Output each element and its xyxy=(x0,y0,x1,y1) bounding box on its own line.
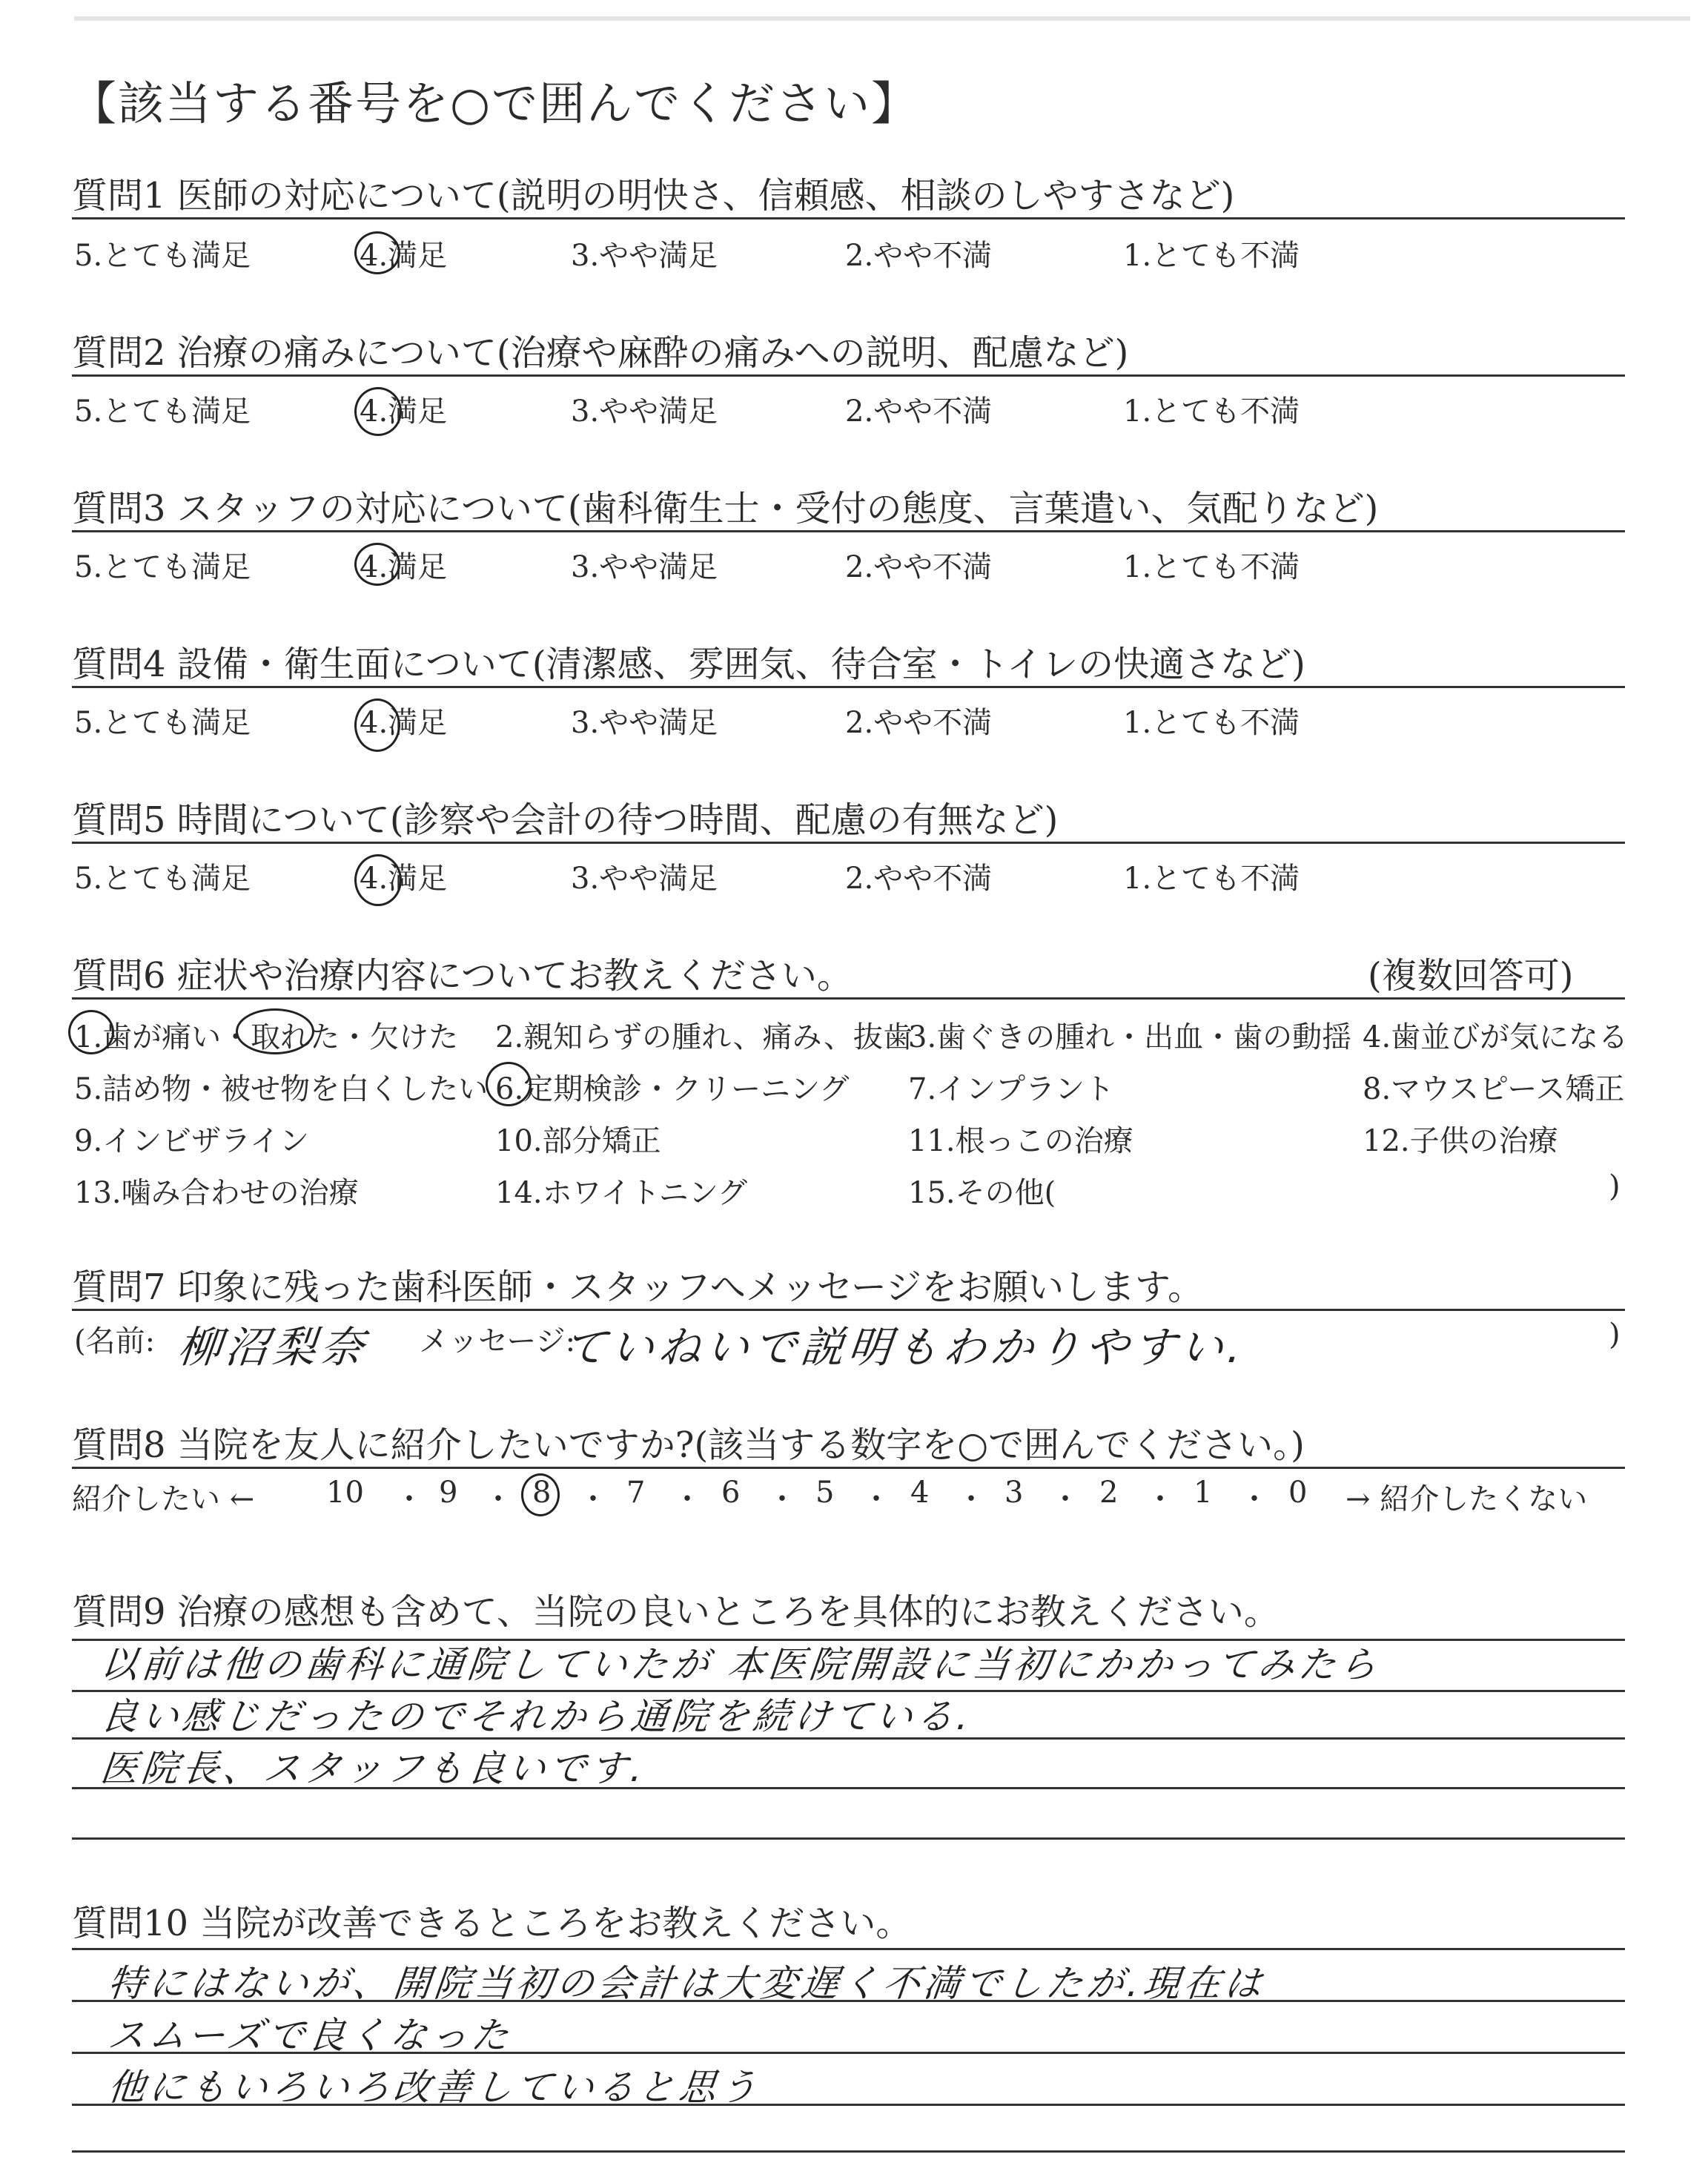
question-5-rule xyxy=(72,842,1625,844)
q10-write-line-5 xyxy=(72,2150,1625,2153)
q8-dot: ・ xyxy=(672,1482,702,1516)
q8-scale-9[interactable]: 9 xyxy=(439,1476,458,1510)
q6-item-6-circle xyxy=(486,1062,532,1106)
question-1-title: 質問1 医師の対応について(説明の明快さ、信頼感、相談のしやすさなど) xyxy=(72,175,1235,217)
q8-scale-5[interactable]: 5 xyxy=(815,1476,835,1510)
question-6-title: 質問6 症状や治療内容についてお教えください。 xyxy=(72,955,853,997)
q9-answer-line-1[interactable]: 以前は他の歯科に通院していたが 本医院開設に当初にかかってみたら xyxy=(98,1643,1383,1686)
q8-dot: ・ xyxy=(578,1482,608,1516)
q6-item-3[interactable]: 3.歯ぐきの腫れ・出血・歯の動揺 xyxy=(908,1020,1352,1054)
question-4-rule xyxy=(72,686,1625,688)
q7-close-paren: ) xyxy=(1609,1318,1621,1352)
q4-option-1[interactable]: 1.とても不満 xyxy=(1123,706,1300,740)
q10-answer-line-1[interactable]: 特にはないが、開院当初の会計は大変遅く不満でしたが.現在は xyxy=(105,1962,1268,2005)
q6-item-13[interactable]: 13.噛み合わせの治療 xyxy=(74,1176,359,1210)
q3-option-4[interactable]: 4.満足 xyxy=(360,550,448,584)
q2-option-1[interactable]: 1.とても不満 xyxy=(1123,394,1300,429)
q8-scale-7[interactable]: 7 xyxy=(626,1476,646,1510)
q7-name-label: (名前: xyxy=(74,1324,156,1358)
question-5-title: 質問5 時間について(診察や会計の待つ時間、配慮の有無など) xyxy=(72,799,1059,841)
q5-option-5[interactable]: 5.とても満足 xyxy=(74,862,251,896)
question-3-title: 質問3 スタッフの対応について(歯科衛生士・受付の態度、言葉遣い、気配りなど) xyxy=(72,488,1379,529)
q8-scale-2[interactable]: 2 xyxy=(1099,1476,1119,1510)
question-8-rule xyxy=(72,1467,1625,1469)
q8-scale-10[interactable]: 10 xyxy=(326,1476,364,1510)
question-3-rule xyxy=(72,530,1625,532)
q7-name-value[interactable]: 柳沼梨奈 xyxy=(175,1322,371,1373)
q6-item-11[interactable]: 11.根っこの治療 xyxy=(908,1124,1133,1158)
q1-option-1[interactable]: 1.とても不満 xyxy=(1123,239,1300,273)
q6-item-14[interactable]: 14.ホワイトニング xyxy=(495,1176,748,1210)
question-2-rule xyxy=(72,374,1625,377)
q3-option-5[interactable]: 5.とても満足 xyxy=(74,550,251,584)
q6-item-10[interactable]: 10.部分矯正 xyxy=(495,1124,661,1158)
q7-message-label: メッセージ: xyxy=(419,1324,576,1358)
q2-option-3[interactable]: 3.やや満足 xyxy=(571,394,718,429)
q8-dot: ・ xyxy=(767,1482,797,1516)
question-9-title: 質問9 治療の感想も含めて、当院の良いところを具体的にお教えください。 xyxy=(72,1591,1280,1633)
q8-dot: ・ xyxy=(1145,1482,1175,1516)
q9-answer-line-2[interactable]: 良い感じだったのでそれから通院を続けている. xyxy=(98,1695,975,1738)
question-6-rule xyxy=(72,997,1625,1000)
q3-selected-circle xyxy=(354,543,400,586)
q6-item-5[interactable]: 5.詰め物・被せ物を白くしたい xyxy=(74,1072,489,1106)
q6-item-4[interactable]: 4.歯並びが気になる xyxy=(1363,1020,1629,1054)
q8-dot: ・ xyxy=(1239,1482,1269,1516)
question-6-note: (複数回答可) xyxy=(1368,955,1574,997)
q1-option-5[interactable]: 5.とても満足 xyxy=(74,239,251,273)
q3-option-1[interactable]: 1.とても不満 xyxy=(1123,550,1300,584)
q6-torereta-circle xyxy=(236,1008,314,1054)
q10-answer-line-3[interactable]: 他にもいろいろ改善していると思う xyxy=(105,2066,763,2109)
q6-item-9[interactable]: 9.インビザライン xyxy=(74,1124,309,1158)
q1-option-4[interactable]: 4.満足 xyxy=(360,239,448,273)
q8-scale-0[interactable]: 0 xyxy=(1288,1476,1308,1510)
q1-option-2[interactable]: 2.やや不満 xyxy=(845,239,993,273)
question-8-title: 質問8 当院を友人に紹介したいですか?(該当する数字を○で囲んでください。) xyxy=(72,1424,1305,1466)
q10-answer-line-2[interactable]: スムーズで良くなった xyxy=(105,2014,514,2057)
q4-option-3[interactable]: 3.やや満足 xyxy=(571,706,718,740)
q3-option-3[interactable]: 3.やや満足 xyxy=(571,550,718,584)
q10-write-line-1 xyxy=(72,1948,1625,1950)
question-7-title: 質問7 印象に残った歯科医師・スタッフへメッセージをお願いします。 xyxy=(72,1266,1204,1308)
q6-item-6[interactable]: 6.定期検診・クリーニング xyxy=(495,1072,850,1106)
q6-item-7[interactable]: 7.インプラント xyxy=(908,1072,1115,1106)
q8-scale-6[interactable]: 6 xyxy=(721,1476,741,1510)
q3-option-2[interactable]: 2.やや不満 xyxy=(845,550,993,584)
q8-scale-1[interactable]: 1 xyxy=(1194,1476,1213,1510)
q2-option-5[interactable]: 5.とても満足 xyxy=(74,394,251,429)
page-heading: 【該当する番号を○で囲んでください】 xyxy=(70,76,919,131)
scan-top-edge xyxy=(74,16,1690,21)
q8-scale-4[interactable]: 4 xyxy=(910,1476,930,1510)
q8-dot: ・ xyxy=(394,1482,424,1516)
q5-option-3[interactable]: 3.やや満足 xyxy=(571,862,718,896)
q8-dot: ・ xyxy=(956,1482,986,1516)
q8-scale-8[interactable]: 8 xyxy=(532,1476,552,1510)
q2-option-4[interactable]: 4.満足 xyxy=(360,394,448,429)
q6-item-15[interactable]: 15.その他( xyxy=(908,1176,1056,1210)
q4-option-2[interactable]: 2.やや不満 xyxy=(845,706,993,740)
q8-dot: ・ xyxy=(1050,1482,1080,1516)
q5-option-1[interactable]: 1.とても不満 xyxy=(1123,862,1300,896)
q8-left-label: 紹介したい ← xyxy=(72,1482,255,1516)
question-10-title: 質問10 当院が改善できるところをお教えください。 xyxy=(72,1903,912,1944)
q1-selected-circle xyxy=(354,231,400,274)
q4-selected-circle xyxy=(354,698,400,752)
q9-answer-line-3[interactable]: 医院長、スタッフも良いです. xyxy=(98,1747,649,1790)
q4-option-5[interactable]: 5.とても満足 xyxy=(74,706,251,740)
q2-selected-circle xyxy=(354,387,402,436)
q8-scale-3[interactable]: 3 xyxy=(1004,1476,1024,1510)
q9-write-line-5 xyxy=(72,1837,1625,1840)
q6-item-15-close: ) xyxy=(1609,1169,1621,1203)
q6-item-2[interactable]: 2.親知らずの腫れ、痛み、抜歯 xyxy=(495,1020,913,1054)
q5-option-2[interactable]: 2.やや不満 xyxy=(845,862,993,896)
q5-option-4[interactable]: 4.満足 xyxy=(360,862,448,896)
question-7-rule xyxy=(72,1309,1625,1311)
q6-item-12[interactable]: 12.子供の治療 xyxy=(1363,1124,1558,1158)
question-4-title: 質問4 設備・衛生面について(清潔感、雰囲気、待合室・トイレの快適さなど) xyxy=(72,644,1305,685)
q2-option-2[interactable]: 2.やや不満 xyxy=(845,394,993,429)
q6-item-8[interactable]: 8.マウスピース矯正 xyxy=(1363,1072,1625,1106)
q6-item-1[interactable]: 1.歯が痛い・取れた・欠けた xyxy=(74,1020,459,1054)
question-1-rule xyxy=(72,217,1625,219)
q5-selected-circle xyxy=(354,854,402,906)
q6-item-1-circle xyxy=(68,1010,114,1054)
question-2-title: 質問2 治療の痛みについて(治療や麻酔の痛みへの説明、配慮など) xyxy=(72,332,1129,374)
q8-selected-circle xyxy=(521,1473,560,1516)
q8-dot: ・ xyxy=(483,1482,513,1516)
q4-option-4[interactable]: 4.満足 xyxy=(360,706,448,740)
q1-option-3[interactable]: 3.やや満足 xyxy=(571,239,718,273)
q7-message-value[interactable]: ていねいで説明もわかりやすい. xyxy=(560,1322,1249,1373)
q8-dot: ・ xyxy=(861,1482,891,1516)
q8-right-label: → 紹介したくない xyxy=(1345,1482,1588,1516)
